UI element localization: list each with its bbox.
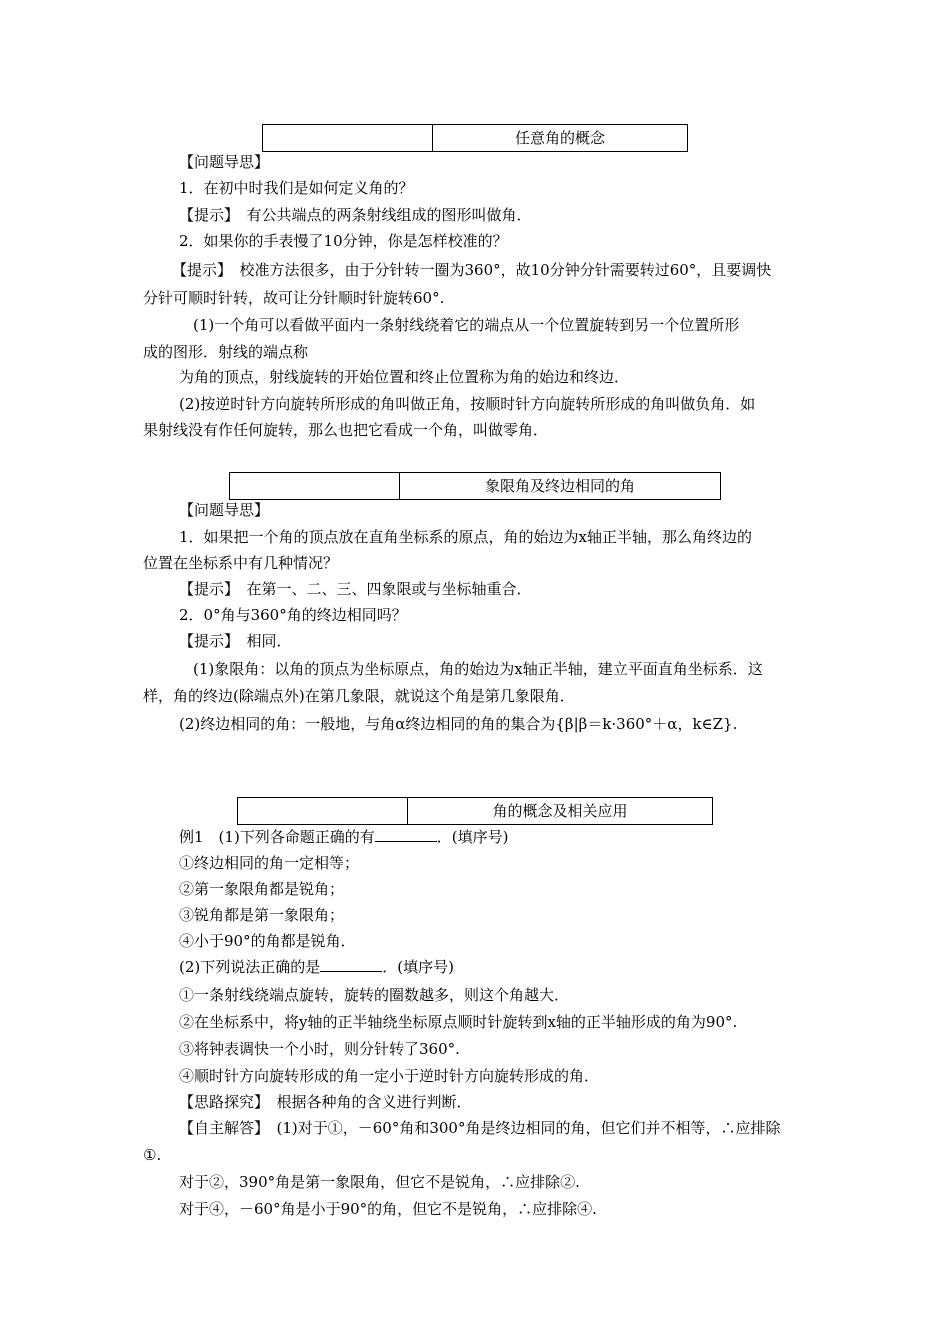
- para-1-line-2: 成的图形．射线的端点称: [143, 343, 309, 361]
- question-2: 2．如果你的手表慢了10分钟，你是怎样校准的？: [179, 232, 508, 250]
- statement-3: ③将钟表调快一个小时，则分针转了360°.: [179, 1040, 460, 1058]
- example-1-prompt: [179, 827, 509, 847]
- guide-heading: 【问题导思】: [179, 501, 270, 519]
- para-1-line-1: (1)象限角：以角的顶点为坐标原点，角的始边为x轴正半轴，建立平面直角坐标系．这: [193, 660, 763, 678]
- example-1-head: 例1 (1)下列各命题正确的有: [179, 828, 375, 846]
- section-header-blank-cell: [230, 473, 400, 499]
- section-header-blank-cell: [238, 798, 408, 824]
- answer-line-2: ①.: [143, 1146, 162, 1164]
- question-2: 2．0°角与360°角的终边相同吗？: [179, 606, 407, 624]
- para-2: (2)终边相同的角：一般地，与角α终边相同的角的集合为{β|β＝k·360°＋α，k∈Z}.: [179, 715, 738, 733]
- answer-line-3: 对于②，390°角是第一象限角，但它不是锐角，∴应排除②.: [179, 1173, 580, 1191]
- answer-line-4: 对于④，－60°角是小于90°的角，但它不是锐角，∴应排除④.: [179, 1200, 597, 1218]
- statement-2: ②在坐标系中，将y轴的正半轴绕坐标原点顺时针旋转到x轴的正半轴形成的角为90°.: [179, 1013, 738, 1031]
- para-2-line-2: 果射线没有作任何旋转，那么也把它看成一个角，叫做零角．: [143, 421, 549, 439]
- section-header-blank-cell: [263, 125, 433, 151]
- example-2-tail: ．(填序号): [382, 958, 454, 976]
- option-4: ④小于90°的角都是锐角．: [179, 932, 356, 950]
- example-1-tail: ．(填序号): [436, 828, 509, 846]
- section-title: 任意角的概念: [514, 129, 605, 147]
- section-header-2: [229, 472, 721, 500]
- example-2-head: (2)下列说法正确的是: [179, 958, 321, 976]
- guide-heading: 【问题导思】: [179, 153, 270, 171]
- para-1-line-2: 样，角的终边(除端点外)在第几象限，就说这个角是第几象限角．: [143, 687, 575, 705]
- statement-4: ④顺时针方向旋转形成的角一定小于逆时针方向旋转形成的角．: [179, 1067, 600, 1085]
- answer-blank: [375, 827, 437, 842]
- para-1-line-1: (1)一个角可以看做平面内一条射线绕着它的端点从一个位置旋转到另一个位置所形: [193, 316, 740, 334]
- example-2-prompt: [179, 957, 454, 977]
- answer-blank: [320, 957, 382, 972]
- statement-1: ①一条射线绕端点旋转，旋转的圈数越多，则这个角越大．: [179, 986, 570, 1004]
- hint-1: 【提示】 有公共端点的两条射线组成的图形叫做角．: [179, 206, 532, 224]
- question-1-line-1: 1．如果把一个角的顶点放在直角坐标系的原点，角的始边为x轴正半轴，那么角终边的: [179, 528, 753, 546]
- section-header-3: [237, 797, 713, 825]
- option-3: ③锐角都是第一象限角；: [179, 906, 345, 924]
- question-1-line-2: 位置在坐标系中有几种情况？: [143, 554, 339, 572]
- option-1: ①终边相同的角一定相等；: [179, 854, 360, 872]
- hint-2-line-2: 分针可顺时针转，故可让分针顺时针旋转60°.: [143, 289, 445, 307]
- hint-2-line-1: 【提示】 校准方法很多，由于分针转一圈为360°，故10分钟分针需要转过60°，且要调快: [172, 261, 772, 279]
- section-title: 角的概念及相关应用: [492, 802, 628, 820]
- section-header-1: [262, 124, 688, 152]
- para-1-line-3: 为角的顶点，射线旋转的开始位置和终止位置称为角的始边和终边．: [179, 368, 630, 386]
- section-title: 象限角及终边相同的角: [484, 477, 635, 495]
- hint-1: 【提示】 在第一、二、三、四象限或与坐标轴重合．: [179, 580, 532, 598]
- option-2: ②第一象限角都是锐角；: [179, 880, 345, 898]
- question-1: 1．在初中时我们是如何定义角的？: [179, 179, 414, 197]
- answer-line-1: 【自主解答】 (1)对于①，－60°角和300°角是终边相同的角，但它们并不相等，∴应排除: [179, 1119, 781, 1137]
- para-2-line-1: (2)按逆时针方向旋转所形成的角叫做正角，按顺时针方向旋转所形成的角叫做负角．如: [179, 395, 756, 413]
- thinking-hint: 【思路探究】 根据各种角的含义进行判断．: [179, 1093, 472, 1111]
- hint-2: 【提示】 相同．: [179, 632, 292, 650]
